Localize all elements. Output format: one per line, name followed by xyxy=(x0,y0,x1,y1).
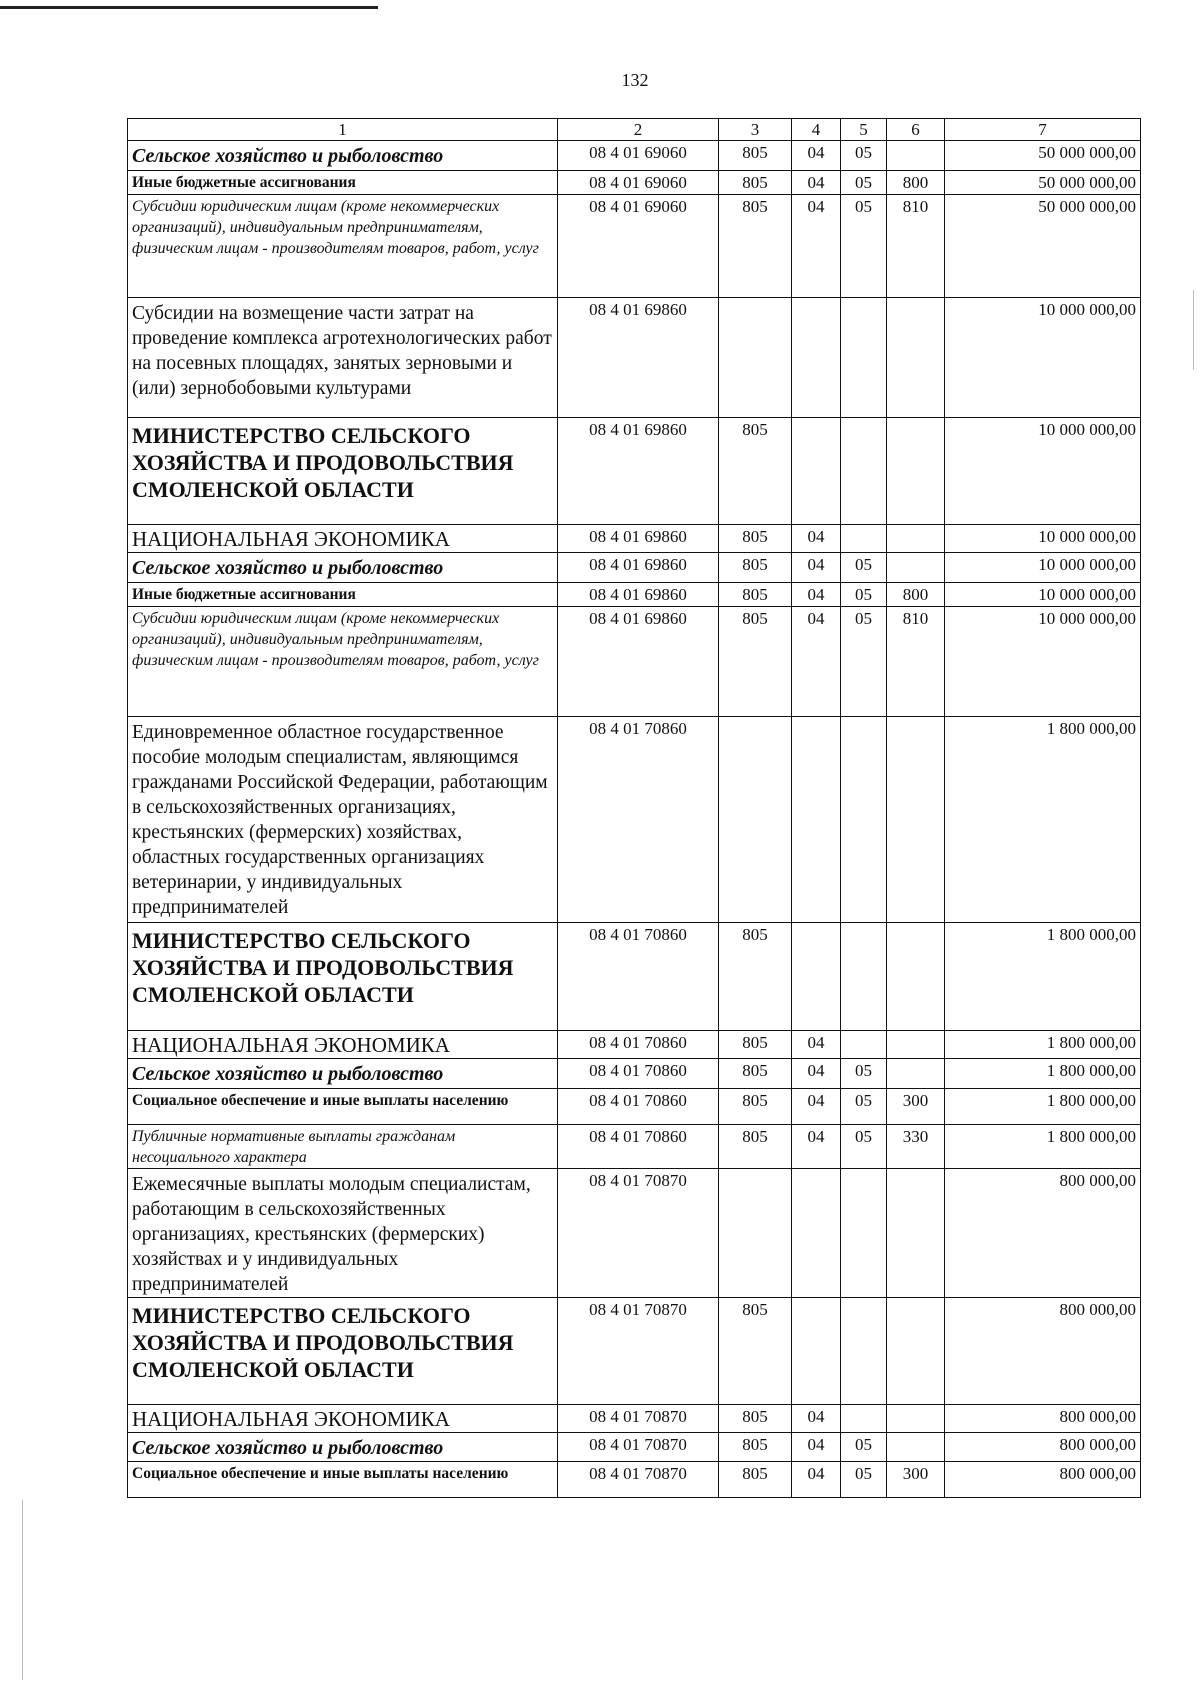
row-name-cell: НАЦИОНАЛЬНАЯ ЭКОНОМИКА xyxy=(128,1405,558,1433)
row-cell-c4: 04 xyxy=(792,607,841,717)
row-cell-c7: 1 800 000,00 xyxy=(945,1059,1141,1089)
row-cell-c3: 805 xyxy=(719,607,792,717)
row-cell-c5 xyxy=(841,1169,887,1298)
row-cell-c7: 10 000 000,00 xyxy=(945,418,1141,525)
row-name-cell: Иные бюджетные ассигнования xyxy=(128,583,558,607)
scan-edge-right xyxy=(1193,290,1194,370)
row-cell-c2: 08 4 01 69860 xyxy=(558,553,719,583)
row-cell-c6: 810 xyxy=(887,607,945,717)
row-name-cell: Субсидии юридическим лицам (кроме некоммерческих организаций), индивидуальным предпринимателям, физическим лицам - производителям товаров, работ, услуг xyxy=(128,607,558,717)
row-name-cell: Публичные нормативные выплаты гражданам несоциального характера xyxy=(128,1125,558,1169)
row-cell-c5 xyxy=(841,298,887,418)
scan-edge-top xyxy=(0,6,378,9)
row-cell-c3: 805 xyxy=(719,141,792,171)
row-name-cell: МИНИСТЕРСТВО СЕЛЬСКОГО ХОЗЯЙСТВА И ПРОДОВОЛЬСТВИЯ СМОЛЕНСКОЙ ОБЛАСТИ xyxy=(128,418,558,525)
row-cell-c3: 805 xyxy=(719,553,792,583)
table-row xyxy=(128,923,1141,1031)
row-cell-c6: 800 xyxy=(887,583,945,607)
row-cell-c5 xyxy=(841,1405,887,1433)
row-cell-c6 xyxy=(887,298,945,418)
header-cell-1: 1 xyxy=(128,119,558,141)
row-cell-c4: 04 xyxy=(792,525,841,553)
row-cell-c2: 08 4 01 69060 xyxy=(558,171,719,195)
row-cell-c3: 805 xyxy=(719,1433,792,1462)
row-cell-c7: 10 000 000,00 xyxy=(945,298,1141,418)
table-row xyxy=(128,1298,1141,1405)
row-cell-c2: 08 4 01 70860 xyxy=(558,717,719,923)
row-cell-c2: 08 4 01 70860 xyxy=(558,1031,719,1059)
row-cell-c6 xyxy=(887,525,945,553)
table-row xyxy=(128,1433,1141,1462)
row-cell-c4 xyxy=(792,923,841,1031)
row-name-cell: Сельское хозяйство и рыболовство xyxy=(128,1059,558,1089)
row-cell-c3: 805 xyxy=(719,1298,792,1405)
row-cell-c5: 05 xyxy=(841,607,887,717)
row-cell-c5: 05 xyxy=(841,553,887,583)
row-cell-c6 xyxy=(887,1031,945,1059)
row-cell-c7: 1 800 000,00 xyxy=(945,1089,1141,1125)
row-cell-c6 xyxy=(887,553,945,583)
row-cell-c6: 810 xyxy=(887,195,945,298)
scan-edge-left xyxy=(22,1500,23,1680)
row-cell-c2: 08 4 01 69860 xyxy=(558,583,719,607)
row-cell-c6 xyxy=(887,1169,945,1298)
row-cell-c4: 04 xyxy=(792,195,841,298)
row-name-cell: МИНИСТЕРСТВО СЕЛЬСКОГО ХОЗЯЙСТВА И ПРОДОВОЛЬСТВИЯ СМОЛЕНСКОЙ ОБЛАСТИ xyxy=(128,923,558,1031)
row-cell-c5: 05 xyxy=(841,141,887,171)
table-row xyxy=(128,553,1141,583)
table-row xyxy=(128,195,1141,298)
row-cell-c3: 805 xyxy=(719,1125,792,1169)
row-cell-c7: 50 000 000,00 xyxy=(945,195,1141,298)
table-row xyxy=(128,171,1141,195)
table-row xyxy=(128,1405,1141,1433)
row-cell-c5: 05 xyxy=(841,1433,887,1462)
row-name-cell: МИНИСТЕРСТВО СЕЛЬСКОГО ХОЗЯЙСТВА И ПРОДОВОЛЬСТВИЯ СМОЛЕНСКОЙ ОБЛАСТИ xyxy=(128,1298,558,1405)
row-cell-c4 xyxy=(792,418,841,525)
page-number: 132 xyxy=(621,70,649,90)
row-cell-c6: 300 xyxy=(887,1089,945,1125)
row-name-cell: Сельское хозяйство и рыболовство xyxy=(128,1433,558,1462)
table-row xyxy=(128,1089,1141,1125)
row-cell-c4: 04 xyxy=(792,583,841,607)
row-name-cell: Социальное обеспечение и иные выплаты населению xyxy=(128,1089,558,1125)
row-cell-c6 xyxy=(887,717,945,923)
row-cell-c5: 05 xyxy=(841,583,887,607)
row-cell-c5: 05 xyxy=(841,1089,887,1125)
row-cell-c4: 04 xyxy=(792,1405,841,1433)
row-name-cell: Субсидии юридическим лицам (кроме некоммерческих организаций), индивидуальным предпринимателям, физическим лицам - производителям товаров, работ, услуг xyxy=(128,195,558,298)
header-cell-5: 5 xyxy=(841,119,887,141)
table-row xyxy=(128,1031,1141,1059)
table-row xyxy=(128,298,1141,418)
row-cell-c2: 08 4 01 69860 xyxy=(558,607,719,717)
row-cell-c4: 04 xyxy=(792,553,841,583)
row-cell-c7: 10 000 000,00 xyxy=(945,525,1141,553)
row-cell-c7: 10 000 000,00 xyxy=(945,553,1141,583)
table-row xyxy=(128,1059,1141,1089)
row-cell-c2: 08 4 01 70870 xyxy=(558,1405,719,1433)
row-cell-c2: 08 4 01 70860 xyxy=(558,1059,719,1089)
row-cell-c3: 805 xyxy=(719,418,792,525)
table-row xyxy=(128,1169,1141,1298)
row-cell-c3: 805 xyxy=(719,1089,792,1125)
row-cell-c4: 04 xyxy=(792,1433,841,1462)
row-cell-c6 xyxy=(887,141,945,171)
row-cell-c3 xyxy=(719,298,792,418)
row-cell-c7: 10 000 000,00 xyxy=(945,607,1141,717)
row-cell-c6 xyxy=(887,1059,945,1089)
row-cell-c5: 05 xyxy=(841,171,887,195)
row-cell-c7: 800 000,00 xyxy=(945,1298,1141,1405)
row-cell-c3: 805 xyxy=(719,195,792,298)
row-cell-c6 xyxy=(887,1433,945,1462)
row-cell-c7: 800 000,00 xyxy=(945,1405,1141,1433)
row-cell-c7: 800 000,00 xyxy=(945,1433,1141,1462)
row-cell-c4: 04 xyxy=(792,171,841,195)
row-name-cell: Ежемесячные выплаты молодым специалистам, работающим в сельскохозяйственных организациях, крестьянских (фермерских) хозяйствах и у индивидуальных предпринимателей xyxy=(128,1169,558,1298)
row-name-cell: НАЦИОНАЛЬНАЯ ЭКОНОМИКА xyxy=(128,525,558,553)
row-name-cell: Субсидии на возмещение части затрат на проведение комплекса агротехнологических работ на посевных площадях, занятых зерновыми и (или) зернобобовыми культурами xyxy=(128,298,558,418)
row-cell-c4: 04 xyxy=(792,1462,841,1498)
row-cell-c4 xyxy=(792,298,841,418)
row-name-cell: Сельское хозяйство и рыболовство xyxy=(128,553,558,583)
row-cell-c3: 805 xyxy=(719,1405,792,1433)
header-cell-6: 6 xyxy=(887,119,945,141)
table-row xyxy=(128,717,1141,923)
row-cell-c5: 05 xyxy=(841,1059,887,1089)
row-cell-c5 xyxy=(841,525,887,553)
row-cell-c5 xyxy=(841,1298,887,1405)
row-cell-c6: 330 xyxy=(887,1125,945,1169)
row-cell-c6 xyxy=(887,1405,945,1433)
row-name-cell: Сельское хозяйство и рыболовство xyxy=(128,141,558,171)
table-row xyxy=(128,141,1141,171)
header-cell-3: 3 xyxy=(719,119,792,141)
row-cell-c6: 300 xyxy=(887,1462,945,1498)
row-cell-c6 xyxy=(887,923,945,1031)
row-cell-c3: 805 xyxy=(719,923,792,1031)
row-cell-c2: 08 4 01 70870 xyxy=(558,1462,719,1498)
table-row xyxy=(128,525,1141,553)
row-cell-c5 xyxy=(841,923,887,1031)
row-cell-c4: 04 xyxy=(792,1125,841,1169)
row-cell-c2: 08 4 01 70870 xyxy=(558,1169,719,1298)
row-cell-c7: 50 000 000,00 xyxy=(945,141,1141,171)
row-cell-c7: 50 000 000,00 xyxy=(945,171,1141,195)
row-cell-c2: 08 4 01 69860 xyxy=(558,298,719,418)
row-cell-c2: 08 4 01 69860 xyxy=(558,525,719,553)
row-cell-c2: 08 4 01 69860 xyxy=(558,418,719,525)
table-row xyxy=(128,1462,1141,1498)
row-cell-c3: 805 xyxy=(719,583,792,607)
row-cell-c2: 08 4 01 70870 xyxy=(558,1298,719,1405)
budget-table xyxy=(127,118,1141,1498)
row-cell-c3: 805 xyxy=(719,1059,792,1089)
table-row xyxy=(128,1125,1141,1169)
table-row xyxy=(128,583,1141,607)
row-cell-c4 xyxy=(792,717,841,923)
row-cell-c5 xyxy=(841,717,887,923)
row-cell-c4: 04 xyxy=(792,141,841,171)
row-cell-c5: 05 xyxy=(841,195,887,298)
row-cell-c3: 805 xyxy=(719,171,792,195)
row-cell-c5: 05 xyxy=(841,1125,887,1169)
row-name-cell: Единовременное областное государственное пособие молодым специалистам, являющимся гражданами Российской Федерации, работающим в сельскохозяйственных организациях, крестьянских (фермерских) хозяйствах, областных государственных организациях ветеринарии, у индивидуальных предпринимателей xyxy=(128,717,558,923)
row-cell-c7: 1 800 000,00 xyxy=(945,1125,1141,1169)
row-cell-c6 xyxy=(887,418,945,525)
row-cell-c7: 800 000,00 xyxy=(945,1462,1141,1498)
row-cell-c7: 10 000 000,00 xyxy=(945,583,1141,607)
row-cell-c4 xyxy=(792,1169,841,1298)
row-cell-c6: 800 xyxy=(887,171,945,195)
row-name-cell: Иные бюджетные ассигнования xyxy=(128,171,558,195)
row-cell-c5 xyxy=(841,418,887,525)
row-cell-c7: 800 000,00 xyxy=(945,1169,1141,1298)
row-cell-c4: 04 xyxy=(792,1059,841,1089)
table-row xyxy=(128,607,1141,717)
table-row xyxy=(128,418,1141,525)
row-cell-c4: 04 xyxy=(792,1031,841,1059)
row-cell-c3: 805 xyxy=(719,1031,792,1059)
row-cell-c7: 1 800 000,00 xyxy=(945,1031,1141,1059)
row-cell-c2: 08 4 01 70860 xyxy=(558,1089,719,1125)
row-cell-c3: 805 xyxy=(719,525,792,553)
row-name-cell: НАЦИОНАЛЬНАЯ ЭКОНОМИКА xyxy=(128,1031,558,1059)
header-cell-7: 7 xyxy=(945,119,1141,141)
table-header-row xyxy=(128,119,1141,141)
row-cell-c2: 08 4 01 69060 xyxy=(558,195,719,298)
row-cell-c5: 05 xyxy=(841,1462,887,1498)
row-cell-c3: 805 xyxy=(719,1462,792,1498)
row-cell-c4: 04 xyxy=(792,1089,841,1125)
header-cell-2: 2 xyxy=(558,119,719,141)
row-cell-c2: 08 4 01 70870 xyxy=(558,1433,719,1462)
row-cell-c3 xyxy=(719,1169,792,1298)
row-cell-c7: 1 800 000,00 xyxy=(945,717,1141,923)
header-cell-4: 4 xyxy=(792,119,841,141)
row-name-cell: Социальное обеспечение и иные выплаты населению xyxy=(128,1462,558,1498)
row-cell-c6 xyxy=(887,1298,945,1405)
row-cell-c2: 08 4 01 69060 xyxy=(558,141,719,171)
row-cell-c4 xyxy=(792,1298,841,1405)
row-cell-c2: 08 4 01 70860 xyxy=(558,1125,719,1169)
row-cell-c2: 08 4 01 70860 xyxy=(558,923,719,1031)
row-cell-c3 xyxy=(719,717,792,923)
row-cell-c7: 1 800 000,00 xyxy=(945,923,1141,1031)
row-cell-c5 xyxy=(841,1031,887,1059)
